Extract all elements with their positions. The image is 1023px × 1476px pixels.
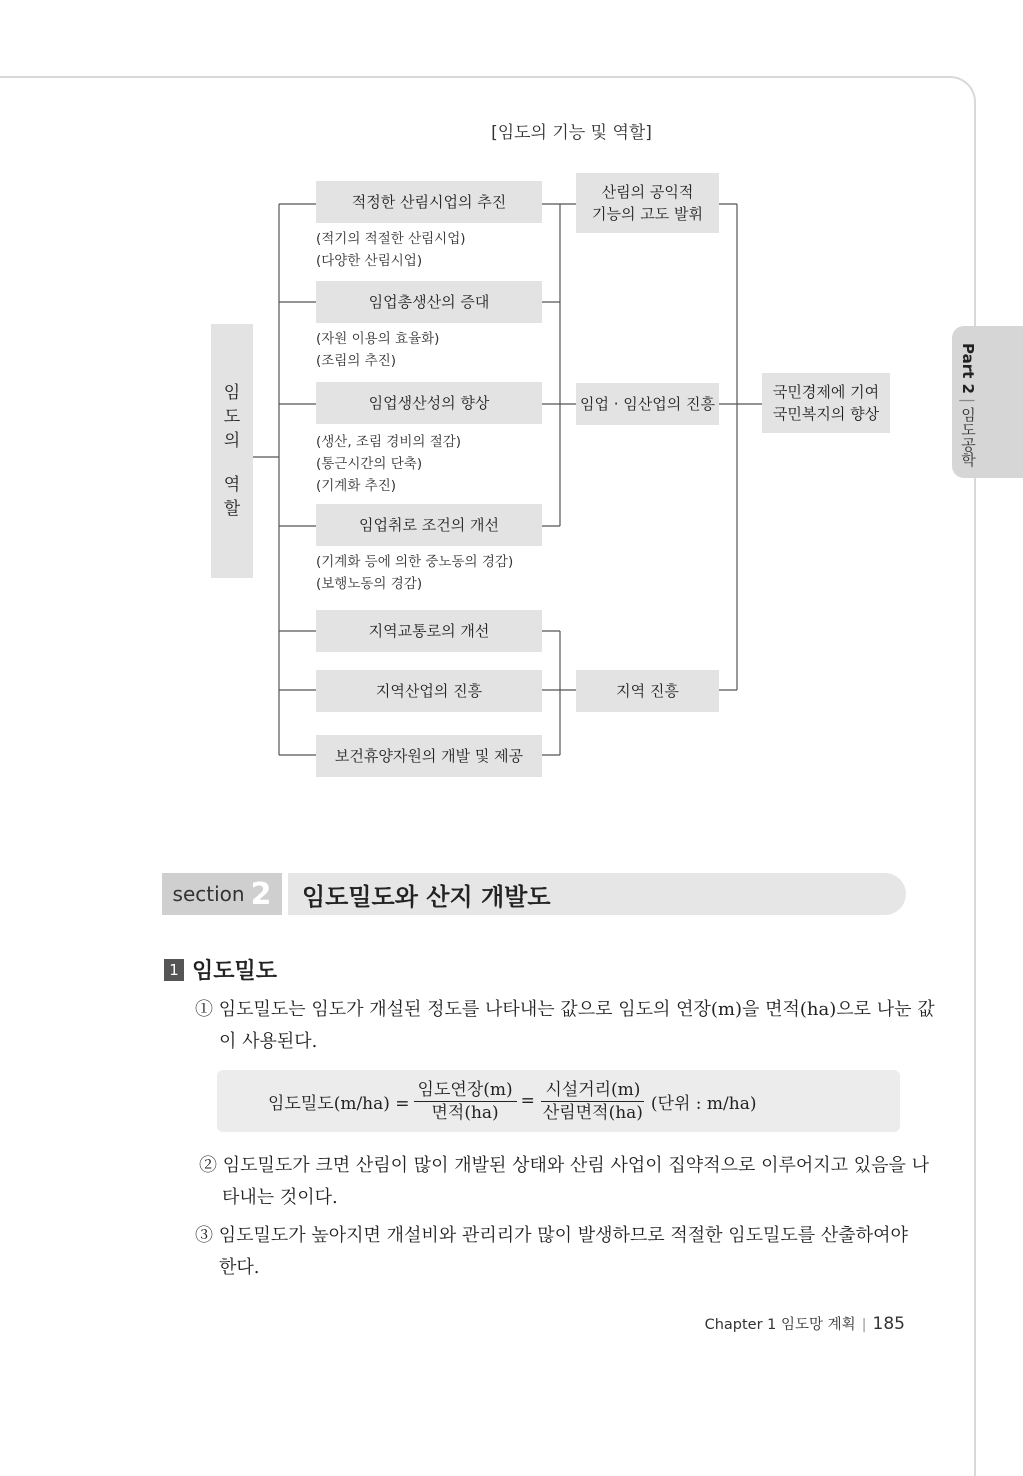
- section-word: section: [172, 882, 245, 906]
- subsection-number: 1: [164, 959, 184, 981]
- section-title: 임도밀도와 산지 개발도: [302, 883, 551, 911]
- section-divider: [282, 873, 288, 915]
- paragraph-line: 이 사용된다.: [219, 1031, 318, 1052]
- fraction-numerator: 임도연장(m): [414, 1079, 517, 1102]
- section-label: [162, 873, 282, 915]
- root-char: 임: [223, 383, 241, 403]
- section-number: 2: [250, 876, 272, 912]
- formula-fraction: [539, 1079, 647, 1124]
- effect-box: 지역 진흥: [576, 670, 719, 712]
- function-note: (조림의 추진): [316, 353, 397, 369]
- function-box: 보건휴양자원의 개발 및 제공: [316, 735, 542, 777]
- diagram-title: [임도의 기능 및 역할]: [491, 123, 652, 143]
- fraction-denominator: 산림면적(ha): [542, 1102, 643, 1123]
- effect-box: 산림의 공익적 기능의 고도 발휘: [576, 173, 719, 233]
- paragraph-line: ③ 임도밀도가 높아지면 개설비와 관리리가 많이 발생하므로 적절한 임도밀도를 산출하여야: [195, 1225, 908, 1246]
- formula-unit: (단위 : m/ha): [650, 1093, 757, 1114]
- subsection-heading: [164, 954, 277, 985]
- part-side-text: [958, 343, 979, 467]
- separator: |: [861, 1317, 867, 1333]
- paragraph-line: 타내는 것이다.: [222, 1187, 338, 1208]
- function-note: (보행노동의 경감): [316, 576, 423, 592]
- chapter-label: Chapter 1 임도망 계획: [704, 1317, 856, 1333]
- function-box: 임업생산성의 향상: [316, 382, 542, 424]
- function-note: (생산, 조림 경비의 절감): [316, 434, 462, 450]
- root-char: 할: [223, 499, 241, 519]
- root-char: 도: [223, 407, 241, 427]
- formula: [268, 1074, 757, 1128]
- paragraph-line: 한다.: [219, 1257, 260, 1278]
- root-box: [211, 324, 253, 578]
- function-note: (통근시간의 단축): [316, 456, 423, 472]
- function-note: (기계화 추진): [316, 478, 397, 494]
- function-note: (기계화 등에 의한 중노동의 경감): [316, 554, 514, 570]
- function-note: (다양한 산림시업): [316, 253, 423, 269]
- fraction-numerator: 시설거리(m): [541, 1079, 644, 1102]
- separator: |: [959, 397, 977, 404]
- function-note: (적기의 적절한 산림시업): [316, 231, 466, 247]
- function-box: 임업총생산의 증대: [316, 281, 542, 323]
- root-char: 역: [223, 475, 241, 495]
- effect-box: 임업 · 임산업의 진흥: [576, 383, 719, 425]
- page-number: 185: [872, 1314, 905, 1334]
- formula-equals: =: [520, 1091, 535, 1111]
- part-label: Part 2: [959, 343, 977, 394]
- function-box: 임업취로 조건의 개선: [316, 504, 542, 546]
- function-box: 지역산업의 진흥: [316, 670, 542, 712]
- fraction-denominator: 면적(ha): [431, 1102, 499, 1123]
- function-box: 적정한 산림시업의 추진: [316, 181, 542, 223]
- part-subject: 임도공학: [959, 407, 977, 468]
- function-note: (자원 이용의 효율화): [316, 331, 440, 347]
- subsection-title: 임도밀도: [192, 959, 278, 984]
- formula-lhs: 임도밀도(m/ha) =: [268, 1093, 410, 1114]
- root-char: 의: [223, 431, 241, 451]
- paragraph-line: ① 임도밀도는 임도가 개설된 정도를 나타내는 값으로 임도의 연장(m)을 면적(ha)으로 나눈 값: [195, 999, 935, 1020]
- goal-box: 국민경제에 기여 국민복지의 향상: [762, 373, 890, 433]
- page-footer: [705, 1313, 905, 1334]
- formula-fraction: [414, 1079, 517, 1124]
- paragraph-line: ② 임도밀도가 크면 산림이 많이 개발된 상태와 산림 사업이 집약적으로 이루어지고 있음을 나: [199, 1155, 930, 1176]
- function-box: 지역교통로의 개선: [316, 610, 542, 652]
